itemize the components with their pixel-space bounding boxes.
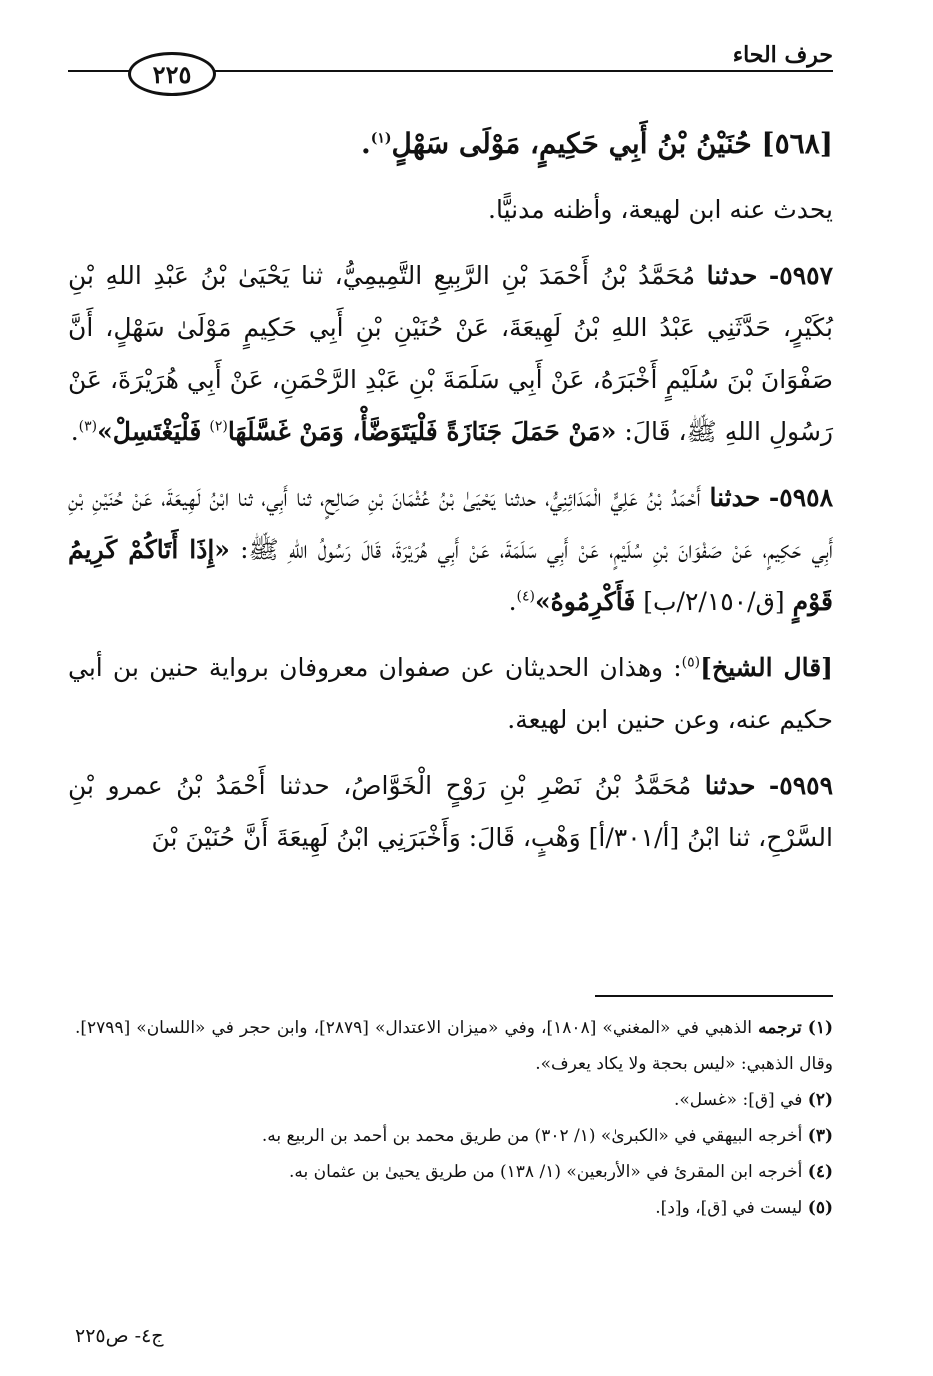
footnote-ref: (٢) — [209, 418, 228, 435]
hadith-quote: «مَنْ حَمَلَ جَنَازَةً فَلْيَتَوَضَّأْ، وَمَنْ غَسَّلَهَا — [227, 417, 617, 446]
hadith-5958 — [68, 472, 833, 628]
shaykh-note — [68, 642, 833, 746]
footnote-ref: (٥) — [681, 654, 701, 671]
footnote-number: (٥) — [807, 1198, 833, 1218]
footnote-ref: (١) — [370, 130, 392, 147]
hadith-number: ٥٩٥٧- — [768, 261, 833, 290]
footnote-ref: (٣) — [78, 418, 98, 435]
hadith-text: مُحَمَّدُ بْنُ نَصْرِ بْنِ رَوْحٍ الْخَوَّاصُ، حدثنا أَحْمَدُ بْنُ عمرو بْنِ السَّرْحِ، ثنا ابْنُ — [68, 771, 833, 852]
entry-intro: يحدث عنه ابن لهيعة، وأظنه مدنيًّا. — [488, 195, 833, 224]
page-number: ٢٢٥ — [152, 59, 192, 89]
footnote-text: الذهبي في «المغني» [١٨٠٨]، وفي «ميزان الاعتدال» [٢٨٧٩]، وابن حجر في «اللسان» [٢٧٩٩]. وقال الذهبي: «ليس بحجة ولا يكاد يعرف». — [75, 1018, 833, 1074]
footnote-number: (٤) — [807, 1162, 833, 1182]
hadith-quote: فَلْيَغْتَسِلْ» — [97, 417, 202, 446]
chapter-title: حرف الحاء — [732, 42, 833, 68]
footnote-1 — [75, 1010, 833, 1082]
manuscript-ref: [ق/٢/١٥٠/ب] — [643, 587, 785, 616]
shaykh-text: : وهذان الحديثان عن صفوان معروفان برواية حنين بن أبي حكيم عنه، وعن حنين ابن لهيعة. — [68, 653, 833, 734]
footnote-text: في [ق]: «غسل». — [673, 1090, 803, 1110]
hadith-end: . — [70, 417, 79, 446]
footnote-lead: ترجمه — [758, 1018, 802, 1038]
footnote-text: أخرجه البيهقي في «الكبرىٰ» (١/ ٣٠٢) من طريق محمد بن أحمد بن الربيع به. — [261, 1126, 803, 1146]
footnotes — [75, 1010, 833, 1226]
footnote-2 — [75, 1082, 833, 1118]
hadith-text: وَهْبٍ، قَالَ: وَأَخْبَرَنِي ابْنُ لَهِيعَةَ أَنَّ حُنَيْنَ بْنَ — [151, 823, 581, 852]
page-number-badge — [128, 52, 216, 96]
hadith-lead: حدثنا — [709, 483, 761, 512]
hadith-text: أَحْمَدُ بْنُ عَلِيٍّ الْمَدَائِنِيُّ، حدثنا يَحْيَىٰ بْنُ عُثْمَانَ بْنِ صَالِحٍ، ثنا أَبِي، ثنا ابْنُ لَهِيعَةَ، عَنْ حُنَيْنِ بْنِ أَبِي حَكِيمٍ، عَنْ صَفْوَانَ بْنِ سُلَيْمٍ، عَنْ أَبِي سَلَمَةَ، عَنْ أَبِي هُرَيْرَةَ، قَالَ رَسُولُ اللهِ ﷺ: — [68, 483, 833, 564]
footnote-text: أخرجه ابن المقرئ في «الأربعين» (١/ ١٣٨) من طريق يحيىٰ بن عثمان به. — [289, 1162, 803, 1182]
volume-page-label: ج٤- ص٢٢٥ — [75, 1325, 164, 1347]
hadith-end: . — [508, 587, 517, 616]
hadith-text: مُحَمَّدُ بْنُ أَحْمَدَ بْنِ الرَّبِيعِ التَّمِيمِيُّ، ثنا يَحْيَىٰ بْنُ عَبْدِ اللهِ بْنِ بُكَيْرٍ، حَدَّثَنِي عَبْدُ اللهِ بْنُ لَهِيعَةَ، عَنْ حُنَيْنِ بْنِ أَبِي حَكِيمٍ مَوْلَىٰ سَهْلٍ، أَنَّ صَفْوَانَ بْنَ سُلَيْمٍ أَخْبَرَهُ، عَنْ أَبِي سَلَمَةَ بْنِ عَبْدِ الرَّحْمَنِ، عَنْ أَبِي هُرَيْرَةَ، عَنْ رَسُولِ اللهِ ﷺ، قَالَ: — [68, 261, 833, 446]
hadith-quote: فَأَكْرِمُوهُ» — [535, 587, 636, 616]
footnote-number: (١) — [807, 1018, 834, 1038]
entry-heading: [٥٦٨] حُنَيْنُ بْنُ أَبِي حَكِيمٍ، مَوْلَى سَهْلٍ$^{(١)}$. — [361, 127, 833, 160]
main-text — [68, 118, 833, 878]
hadith-lead: حدثنا — [704, 771, 756, 800]
footnote-number: (٣) — [807, 1126, 833, 1146]
hadith-quote: «إِذَا أَتَاكُمْ كَرِيمُ قَوْمٍ — [68, 535, 833, 616]
hadith-lead: حدثنا — [706, 261, 758, 290]
footnote-rule — [595, 995, 833, 997]
hadith-number: ٥٩٥٨- — [768, 483, 833, 512]
entry-heading-text: [٥٦٨] حُنَيْنُ بْنُ أَبِي حَكِيمٍ، مَوْلَى سَهْلٍ — [391, 127, 833, 160]
hadith-number: ٥٩٥٩- — [768, 771, 834, 800]
footnote-ref: (٤) — [516, 588, 535, 605]
footnote-4 — [75, 1154, 833, 1190]
hadith-5959 — [68, 760, 833, 864]
footnote-number: (٢) — [807, 1090, 833, 1110]
hadith-5957 — [68, 250, 833, 458]
shaykh-label: [قال الشيخ] — [700, 653, 834, 682]
footnote-text: ليست في [ق]، و[د]. — [655, 1198, 803, 1218]
manuscript-ref: [أ/٣٠١/أ] — [588, 823, 680, 852]
footnote-3 — [75, 1118, 833, 1154]
footnote-5 — [75, 1190, 833, 1226]
